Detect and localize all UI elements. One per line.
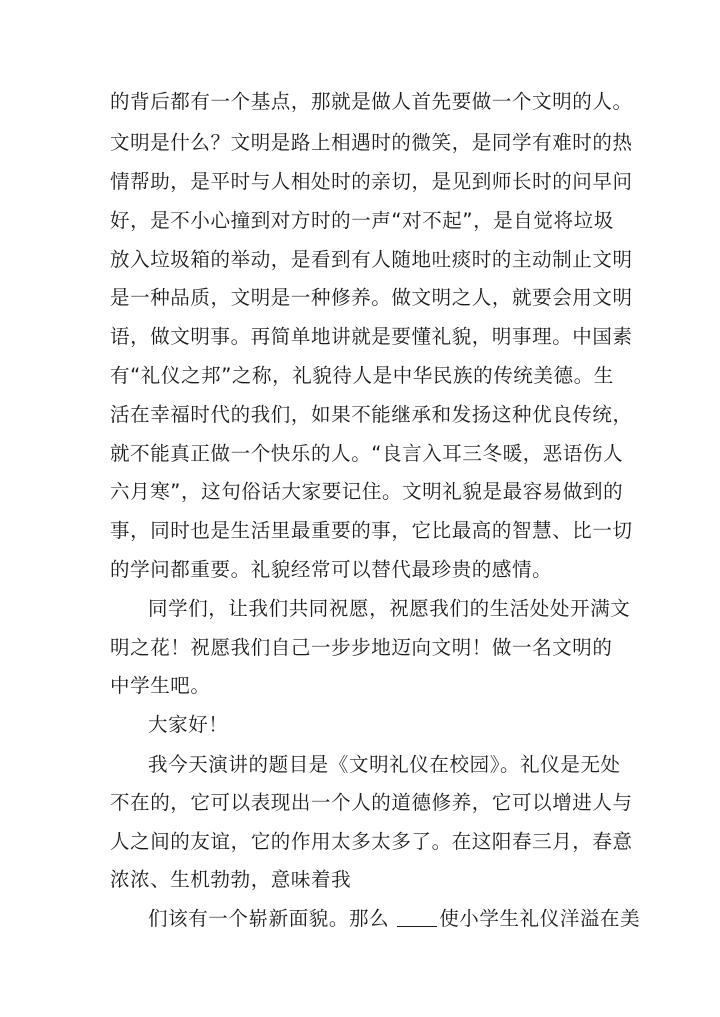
text-line: 好，是不小心撞到对方时的一声“对不起”，是自觉将垃圾: [110, 209, 614, 232]
text-line: 情帮助，是平时与人相处时的亲切，是见到师长时的问早问: [110, 170, 633, 193]
text-line: [148, 905, 648, 933]
text-line: 事，同时也是生活里最重要的事，它比最高的智慧、比一切: [110, 519, 633, 542]
text-line: 放入垃圾箱的举动，是看到有人随地吐痰时的主动制止文明: [110, 248, 633, 271]
text-line: 同学们，让我们共同祝愿，祝愿我们的生活处处开满文: [148, 597, 631, 620]
text-line: 我今天演讲的题目是《文明礼仪在校园》。礼仪是无处: [148, 753, 621, 776]
text-line: 不在的，它可以表现出一个人的道德修养，它可以增进人与: [110, 791, 633, 814]
text-line: 有“礼仪之邦”之称，礼貌待人是中华民族的传统美德。生: [110, 364, 614, 387]
text-line: 中学生吧。: [110, 674, 211, 697]
text-line: 浓浓、生机勃勃，意味着我: [110, 868, 352, 891]
text-before-blank: 们该有一个崭新面貌。那么: [148, 907, 390, 930]
text-line: 明之花！祝愿我们自己一步步地迈向文明！做一名文明的: [110, 636, 613, 659]
text-line: 六月寒”，这句俗话大家要记住。文明礼貌是最容易做到的: [110, 480, 624, 503]
text-line: 活在幸福时代的我们，如果不能继承和发扬这种优良传统，: [110, 403, 633, 426]
text-line: 大家好！: [148, 713, 229, 736]
text-line: 是一种品质，文明是一种修养。做文明之人，就要会用文明: [110, 286, 633, 309]
text-line: 的背后都有一个基点，那就是做人首先要做一个文明的人。: [110, 90, 633, 113]
text-line: 语，做文明事。再简单地讲就是要懂礼貌，明事理。中国素: [110, 325, 633, 348]
text-line: 文明是什么？文明是路上相遇时的微笑，是同学有难时的热: [110, 131, 633, 154]
text-line: 人之间的友谊，它的作用太多太多了。在这阳春三月，春意: [110, 830, 633, 853]
text-line: 的学问都重要。礼貌经常可以替代最珍贵的感情。: [110, 558, 553, 581]
text-line: 就不能真正做一个快乐的人。“良言入耳三冬暖，恶语伤人: [110, 442, 624, 465]
fill-in-blank: [397, 908, 437, 927]
text-after-blank: 使小学生礼仪洋溢在美: [439, 907, 641, 930]
